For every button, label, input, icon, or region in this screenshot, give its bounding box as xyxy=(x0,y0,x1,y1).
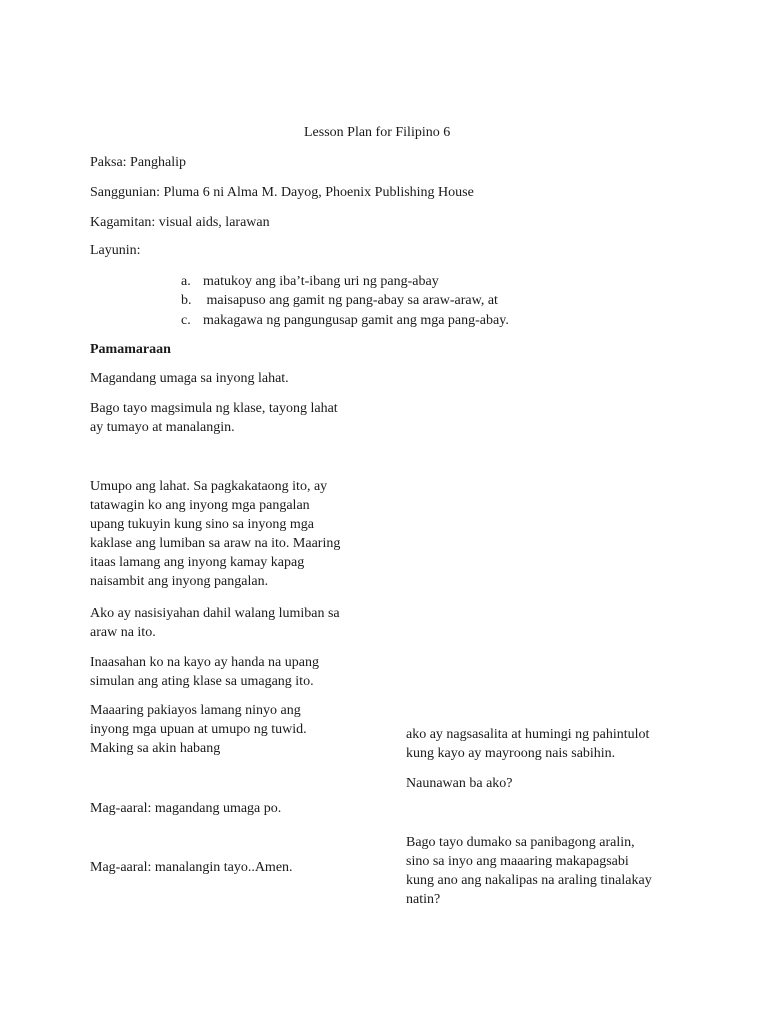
paragraph-line: ako ay nagsasalita at humingi ng pahintulot xyxy=(406,727,650,742)
section-heading: Pamamaraan xyxy=(90,342,171,357)
permission-paragraph xyxy=(406,725,649,763)
paragraph-line: tatawagin ko ang inyong mga pangalan xyxy=(90,498,310,513)
paragraph-line: Maaaring pakiayos lamang ninyo ang xyxy=(90,703,301,718)
paragraph-line: inyong mga upuan at umupo ng tuwid. xyxy=(90,722,307,737)
attendance-paragraph xyxy=(90,477,340,591)
kagamitan-line: Kagamitan: visual aids, larawan xyxy=(90,215,270,230)
paragraph-line: Inaasahan ko na kayo ay handa na upang xyxy=(90,655,319,670)
paragraph-line: kung ano ang nakalipas na araling tinalakay xyxy=(406,873,652,888)
paragraph-line: ay tumayo at manalangin. xyxy=(90,420,235,435)
paragraph-line: simulan ang ating klase sa umagang ito. xyxy=(90,674,314,689)
layunin-label: Layunin: xyxy=(90,243,141,258)
student-prayer: Mag-aaral: manalangin tayo..Amen. xyxy=(90,860,293,875)
objective-text: maisapuso ang gamit ng pang-abay sa araw-araw, at xyxy=(203,293,498,308)
satisfied-paragraph xyxy=(90,604,340,642)
objective-letter: c. xyxy=(181,313,191,328)
objective-b xyxy=(181,291,498,310)
paragraph-line: natin? xyxy=(406,892,441,907)
objective-a xyxy=(181,272,439,291)
objective-text: makagawa ng pangungusap gamit ang mga pang-abay. xyxy=(203,313,509,328)
paragraph-line: kaklase ang lumiban sa araw na ito. Maaring xyxy=(90,536,341,551)
pray-paragraph xyxy=(90,399,338,437)
paragraph-line: naisambit ang inyong pangalan. xyxy=(90,574,269,589)
paragraph-line: Umupo ang lahat. Sa pagkakataong ito, ay xyxy=(90,479,328,494)
paragraph-line: Ako ay nasisiyahan dahil walang lumiban sa xyxy=(90,606,340,621)
paragraph-line: upang tukuyin kung sino sa inyong mga xyxy=(90,517,314,532)
objective-c xyxy=(181,311,509,330)
chairs-paragraph xyxy=(90,701,307,758)
lesson-title: Lesson Plan for Filipino 6 xyxy=(304,125,451,140)
objective-text: matukoy ang iba’t-ibang uri ng pang-abay xyxy=(203,274,439,289)
greeting-paragraph: Magandang umaga sa inyong lahat. xyxy=(90,371,289,386)
ready-paragraph xyxy=(90,653,319,691)
student-greeting: Mag-aaral: magandang umaga po. xyxy=(90,801,282,816)
paragraph-line: araw na ito. xyxy=(90,625,156,640)
understood-question: Naunawan ba ako? xyxy=(406,776,513,791)
sanggunian-line: Sanggunian: Pluma 6 ni Alma M. Dayog, Phoenix Publishing House xyxy=(90,185,474,200)
paragraph-line: Making sa akin habang xyxy=(90,741,221,756)
paragraph-line: sino sa inyo ang maaaring makapagsabi xyxy=(406,854,629,869)
paragraph-line: Bago tayo magsimula ng klase, tayong lahat xyxy=(90,401,338,416)
objective-letter: b. xyxy=(181,293,192,308)
paragraph-line: Bago tayo dumako sa panibagong aralin, xyxy=(406,835,635,850)
paksa-line: Paksa: Panghalip xyxy=(90,155,187,170)
previous-lesson-paragraph xyxy=(406,833,652,909)
paragraph-line: itaas lamang ang inyong kamay kapag xyxy=(90,555,305,570)
objective-letter: a. xyxy=(181,274,191,289)
paragraph-line: kung kayo ay mayroong nais sabihin. xyxy=(406,746,616,761)
